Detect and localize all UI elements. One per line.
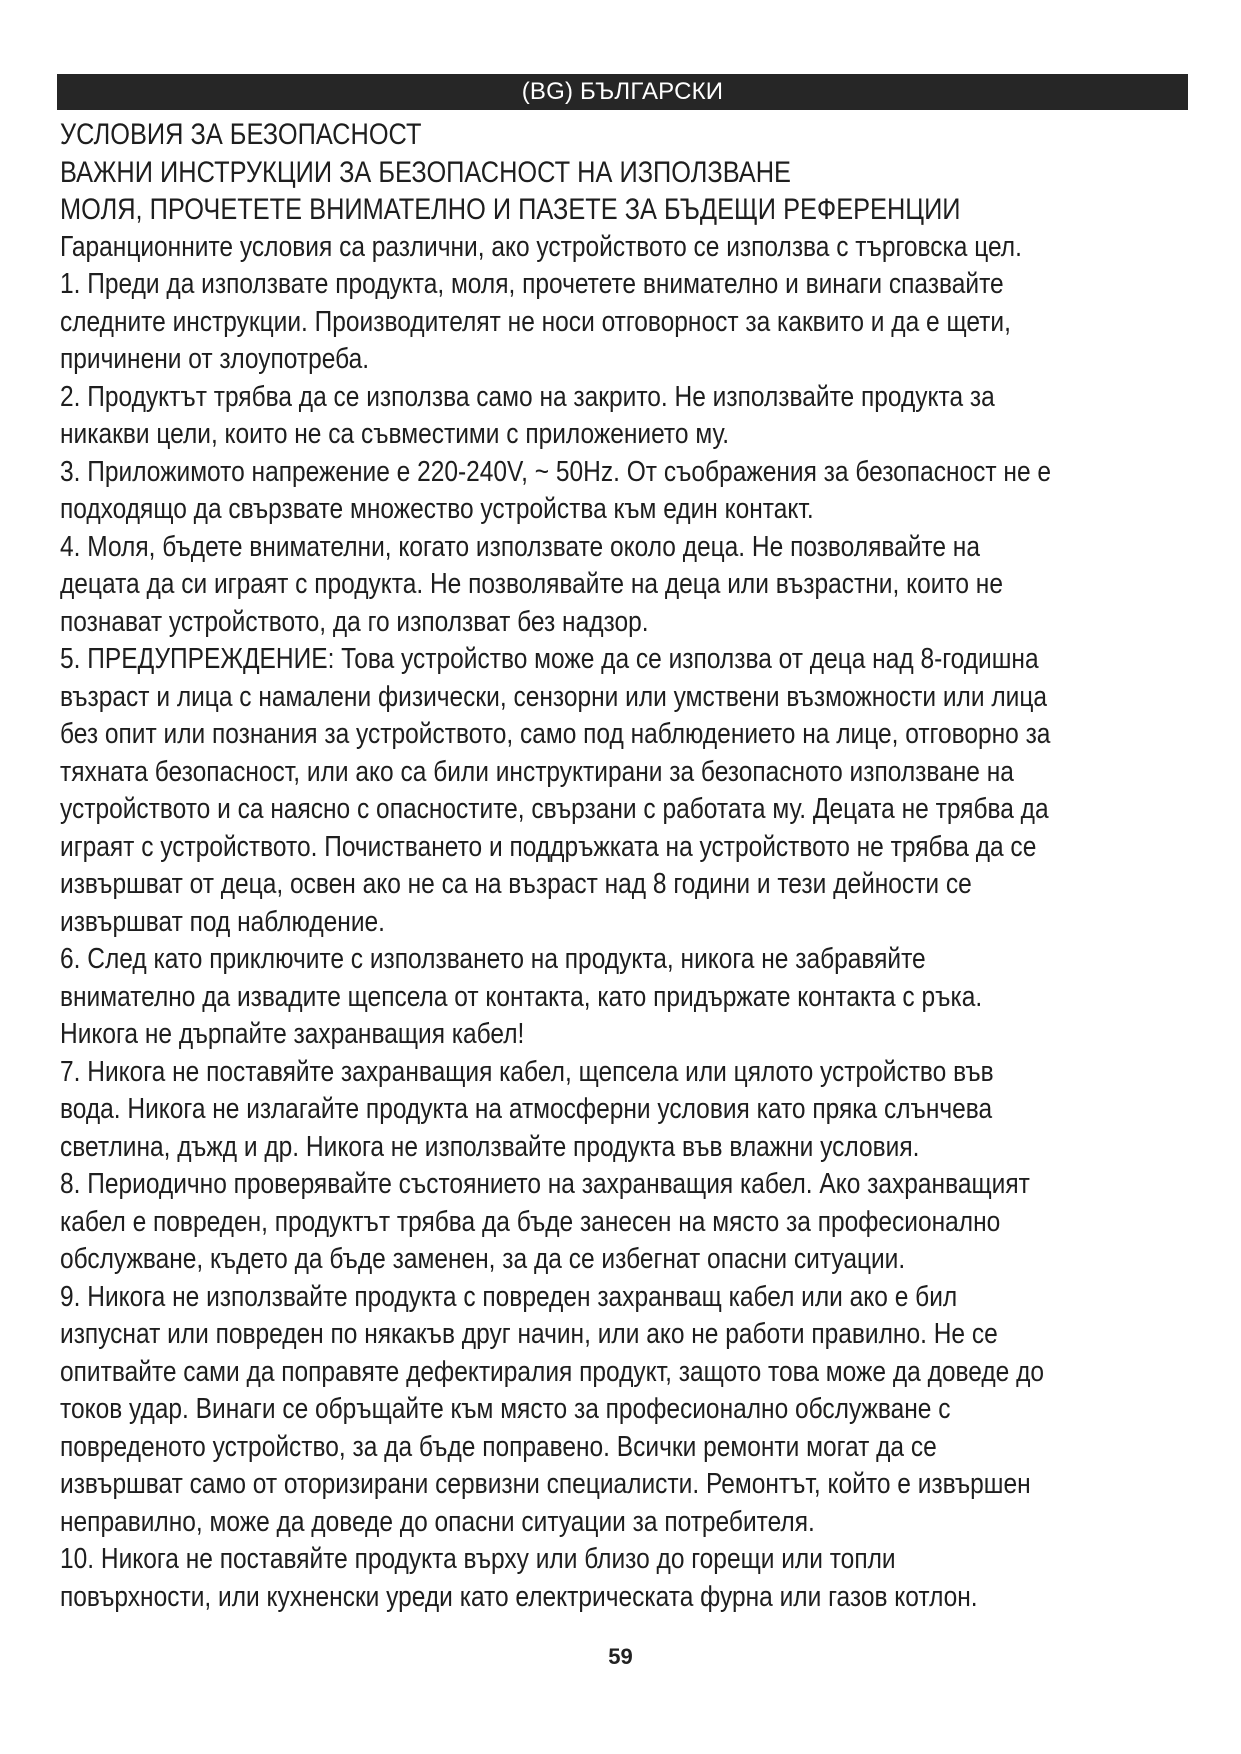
safety-item-10 <box>60 1541 1032 1616</box>
item-line: децата да си играят с продукта. Не позволявайте на деца или възрастни, които не <box>60 568 1003 600</box>
item-line: кабел е повреден, продуктът трябва да бъде занесен на място за професионално <box>60 1205 1001 1238</box>
item-line: тяхната безопасност, или ако са били инструктирани за безопасното използване на <box>60 755 1014 788</box>
item-line: извършват под наблюдение. <box>60 905 385 938</box>
item-line: неправилно, може да доведе до опасни ситуации за потребителя. <box>60 1505 815 1538</box>
item-line: 7. Никога не поставяйте захранващия кабел, щепсела или цялото устройство във <box>60 1055 994 1088</box>
item-line: познават устройството, да го използват без надзор. <box>60 605 649 638</box>
item-line: 1. Преди да използвате продукта, моля, прочетете внимателно и винаги спазвайте <box>60 268 1004 300</box>
item-line: обслужване, където да бъде заменен, за да се избегнат опасни ситуации. <box>60 1243 906 1275</box>
item-line: внимателно да извадите щепсела от контакта, като придържате контакта с ръка. <box>60 980 983 1013</box>
item-line: извършват от деца, освен ако не са на възраст над 8 години и тези дейности се <box>60 868 972 900</box>
section-subtitle: ВАЖНИ ИНСТРУКЦИИ ЗА БЕЗОПАСНОСТ НА ИЗПОЛЗВАНЕ <box>60 155 791 189</box>
item-line: възраст и лица с намалени физически, сензорни или умствени възможности или лица <box>60 680 1048 713</box>
item-line: причинени от злоупотреба. <box>60 343 370 375</box>
item-line: 3. Приложимото напрежение е 220-240V, ~ 50Hz. От съображения за безопасност не е <box>60 455 1052 488</box>
item-line: 5. ПРЕДУПРЕЖДЕНИЕ: Това устройство може да се използва от деца над 8-годишна <box>60 643 1039 675</box>
language-header-bar <box>57 74 1188 110</box>
section-notice: МОЛЯ, ПРОЧЕТЕТЕ ВНИМАТЕЛНО И ПАЗЕТЕ ЗА БЪДЕЩИ РЕФЕРЕНЦИИ <box>60 193 961 226</box>
item-line: 10. Никога не поставяйте продукта върху или близо до горещи или топли <box>60 1543 896 1575</box>
safety-item-4 <box>60 529 1032 642</box>
item-line: подходящо да свързвате множество устройства към един контакт. <box>60 493 814 525</box>
item-line: играят с устройството. Почистването и поддръжката на устройството не трябва да се <box>60 830 1037 863</box>
safety-item-6 <box>60 941 1032 1054</box>
item-line: токов удар. Винаги се обръщайте към място за професионално обслужване с <box>60 1393 951 1425</box>
item-line: извършват само от оторизирани сервизни специалисти. Ремонтът, който е извършен <box>60 1468 1031 1500</box>
item-line: повърхности, или кухненски уреди като електрическата фурна или газов котлон. <box>60 1580 978 1613</box>
item-line: 2. Продуктът трябва да се използва само на закрито. Не използвайте продукта за <box>60 380 995 413</box>
safety-item-5 <box>60 641 1051 941</box>
item-line: опитвайте сами да поправяте дефектиралия продукт, защото това може да доведе до <box>60 1355 1045 1388</box>
item-line: изпуснат или повреден по някакъв друг начин, или ако не работи правилно. Не се <box>60 1318 998 1350</box>
safety-item-1 <box>60 266 1032 379</box>
item-line: повреденото устройство, за да бъде поправено. Всички ремонти могат да се <box>60 1430 937 1463</box>
item-line: вода. Никога не излагайте продукта на атмосферни условия като пряка слънчева <box>60 1093 993 1125</box>
language-label: (BG) БЪЛГАРСКИ <box>521 78 724 105</box>
item-line: 8. Периодично проверявайте състоянието на захранващия кабел. Ако захранващият <box>60 1168 1030 1200</box>
page-number: 59 <box>608 1644 633 1669</box>
item-line: никакви цели, които не са съвместими с приложението му. <box>60 418 730 450</box>
item-line: светлина, дъжд и др. Никога не използвайте продукта във влажни условия. <box>60 1130 920 1163</box>
section-headings <box>60 116 1032 229</box>
safety-content <box>60 116 1052 1616</box>
item-line: 6. След като приключите с използването на продукта, никога не забравяйте <box>60 943 926 975</box>
item-line: Никога не дърпайте захранващия кабел! <box>60 1018 525 1050</box>
safety-item-9 <box>60 1279 1045 1542</box>
item-line: 9. Никога не използвайте продукта с повреден захранващ кабел или ако е бил <box>60 1280 958 1313</box>
item-line: устройството и са наясно с опасностите, свързани с работата му. Децата не трябва да <box>60 793 1049 825</box>
item-line: без опит или познания за устройството, само под наблюдението на лице, отговорно за <box>60 718 1051 750</box>
safety-item-7 <box>60 1054 1032 1167</box>
warranty-intro: Гаранционните условия са различни, ако устройството се използва с търговска цел. <box>60 230 1022 263</box>
section-title: УСЛОВИЯ ЗА БЕЗОПАСНОСТ <box>60 118 422 151</box>
safety-item-2 <box>60 379 1032 454</box>
safety-item-8 <box>60 1166 1032 1279</box>
item-line: следните инструкции. Производителят не носи отговорност за каквито и да е щети, <box>60 305 1011 338</box>
safety-item-3 <box>60 454 1052 529</box>
item-line: 4. Моля, бъдете внимателни, когато използвате около деца. Не позволявайте на <box>60 530 980 563</box>
